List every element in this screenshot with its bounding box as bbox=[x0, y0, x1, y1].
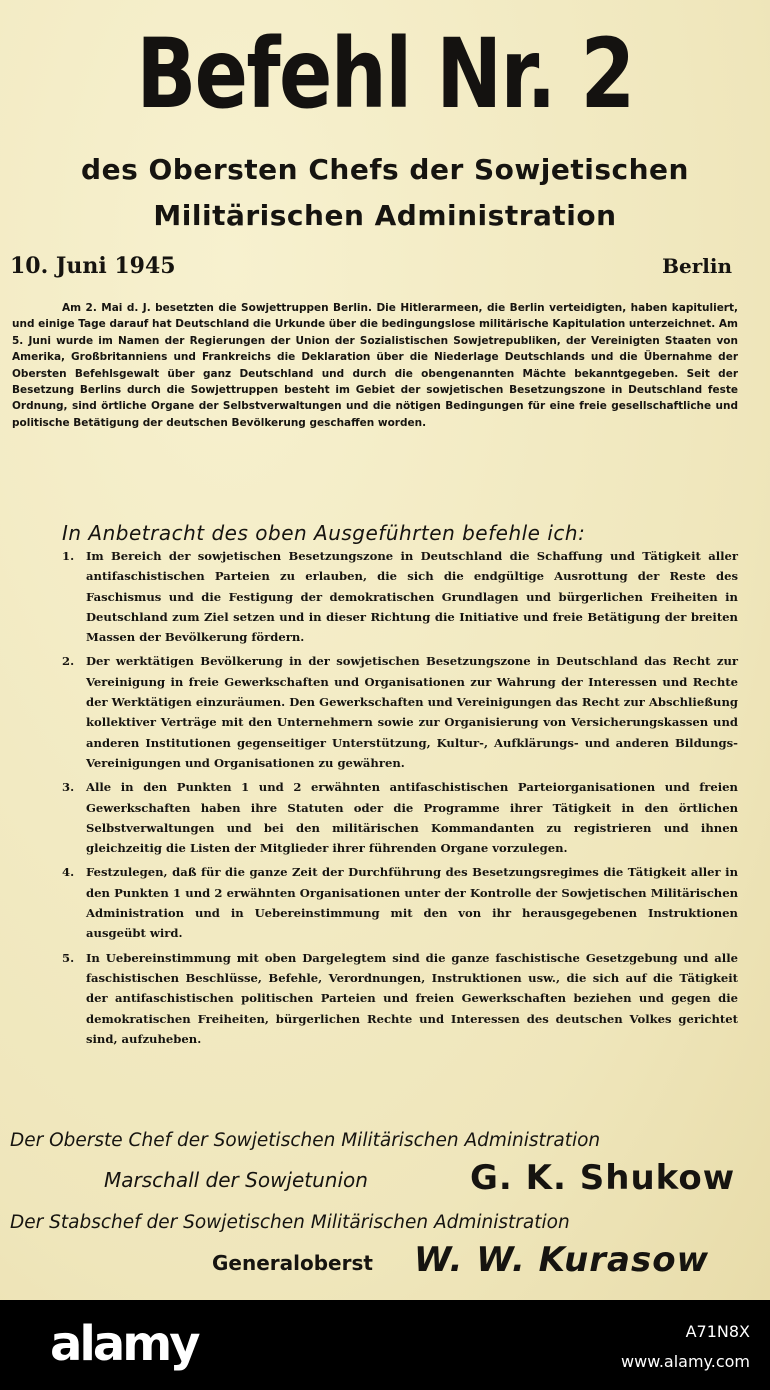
signature-2-title: Der Stabschef der Sowjetischen Militärischen Administration bbox=[10, 1212, 570, 1233]
signature-1-rank: Marschall der Sowjetunion bbox=[104, 1168, 368, 1192]
order-item-5 bbox=[62, 948, 738, 1049]
order-heading: In Anbetracht des oben Ausgeführten befehle ich: bbox=[62, 521, 586, 545]
signature-2-name: W. W. Kurasow bbox=[414, 1240, 710, 1280]
document-date: 10. Juni 1945 bbox=[10, 253, 176, 279]
stock-footer-bar bbox=[0, 1300, 770, 1390]
document-subtitle-line1: des Obersten Chefs der Sowjetischen bbox=[81, 153, 689, 186]
order-item-2 bbox=[62, 651, 738, 773]
order-number: 4. bbox=[62, 865, 75, 880]
signature-1-title: Der Oberste Chef der Sowjetischen Militärischen Administration bbox=[10, 1130, 601, 1151]
orders-list bbox=[62, 546, 738, 1053]
order-item-1 bbox=[62, 546, 738, 647]
order-number: 2. bbox=[62, 654, 75, 669]
site-url: www.alamy.com bbox=[621, 1352, 750, 1371]
order-number: 5. bbox=[62, 950, 75, 965]
document-subtitle-line2: Militärischen Administration bbox=[153, 199, 617, 232]
order-number: 1. bbox=[62, 549, 75, 563]
order-text: Festzulegen, daß für die ganze Zeit der Durchführung des Besetzungsregimes die Tätigkeit aller in den Punkten 1 und 2 erwähnten Organisationen unter der Kontrolle der Sowjetischen Militärischen Administration und in Uebereinstimmung mit den von ihr herausgegebenen Instruktionen ausgeübt wird. bbox=[86, 865, 738, 941]
document-place: Berlin bbox=[662, 254, 732, 278]
order-text: In Uebereinstimmung mit oben Dargelegtem sind die ganze faschistische Gesetzgebung und alle faschistischen Beschlüsse, Befehle, Verordnungen, Instruktionen usw., die sich auf die Tätigkeit der antifaschistischen politischen Parteien und freien Gewerkschaften beziehen und gegen die demokratischen Freiheiten, bürgerlichen Rechte und Interessen des deutschen Volkes gerichtet sind, aufzuheben. bbox=[86, 950, 738, 1046]
image-id: A71N8X bbox=[685, 1322, 750, 1341]
alamy-logo: alamy bbox=[50, 1316, 198, 1372]
document-title: Befehl Nr. 2 bbox=[136, 18, 634, 130]
order-item-3 bbox=[62, 777, 738, 858]
signature-2-rank: Generaloberst bbox=[212, 1251, 373, 1275]
signature-1-name: G. K. Shukow bbox=[470, 1158, 736, 1198]
order-text: Alle in den Punkten 1 und 2 erwähnten antifaschistischen Parteiorganisationen und freien Gewerkschaften haben ihre Statuten oder die Programme ihrer Tätigkeit in den örtlichen Selbstverwaltungen und bei den militärischen Kommandanten zu registrieren und ihnen gleichzeitig die Listen der Mitglieder ihrer führenden Organe vorzulegen. bbox=[86, 780, 738, 856]
order-text: Im Bereich der sowjetischen Besetzungszone in Deutschland die Schaffung und Tätigkeit aller antifaschistischen Parteien zu erlauben, die sich die endgültige Ausrottung der Reste des Faschismus und die Festigung der demokratischen Grundlagen und bürgerlichen Freiheiten in Deutschland zum Ziel setzen und in dieser Richtung die Initiative und freie Betätigung der breiten Massen der Bevölkerung fördern. bbox=[86, 549, 738, 645]
order-item-4 bbox=[62, 862, 738, 943]
preamble-paragraph: Am 2. Mai d. J. besetzten die Sowjettruppen Berlin. Die Hitlerarmeen, die Berlin verteidigten, haben kapituliert, und einige Tage darauf hat Deutschland die Urkunde über die bedingungslose militärische Kapitulation unterzeichnet. Am 5. Juni wurde im Namen der Regierungen der Union der Sozialistischen Sowjetrepubliken, der Vereinigten Staaten von Amerika, Großbritanniens und Frankreichs die Deklaration über die Niederlage Deutschlands und die Übernahme der Obersten Befehlsgewalt über ganz Deutschland und durch die obengenannten Mächte bekanntgegeben. Seit der Besetzung Berlins durch die Sowjettruppen besteht im Gebiet der sowjetischen Besetzungszone in Deutschland feste Ordnung, sind örtliche Organe der Selbstverwaltungen und die nötigen Bedingungen für eine freie gesellschaftliche und politische Betätigung der deutschen Bevölkerung geschaffen worden. bbox=[12, 302, 738, 429]
order-text: Der werktätigen Bevölkerung in der sowjetischen Besetzungszone in Deutschland das Recht zur Vereinigung in freie Gewerkschaften und Organisationen zur Wahrung der Interessen und Rechte der Werktätigen einzuräumen. Den Gewerkschaften und Vereinigungen das Recht zur Abschließung kollektiver Verträge mit den Unternehmern sowie zur Organisierung von Versicherungskassen und anderen Institutionen gegenseitiger Unterstützung, Kultur-, Aufklärungs- und anderen Bildungs-Vereinigungen und Organisationen zu gewähren. bbox=[86, 654, 738, 770]
order-number: 3. bbox=[62, 780, 75, 795]
